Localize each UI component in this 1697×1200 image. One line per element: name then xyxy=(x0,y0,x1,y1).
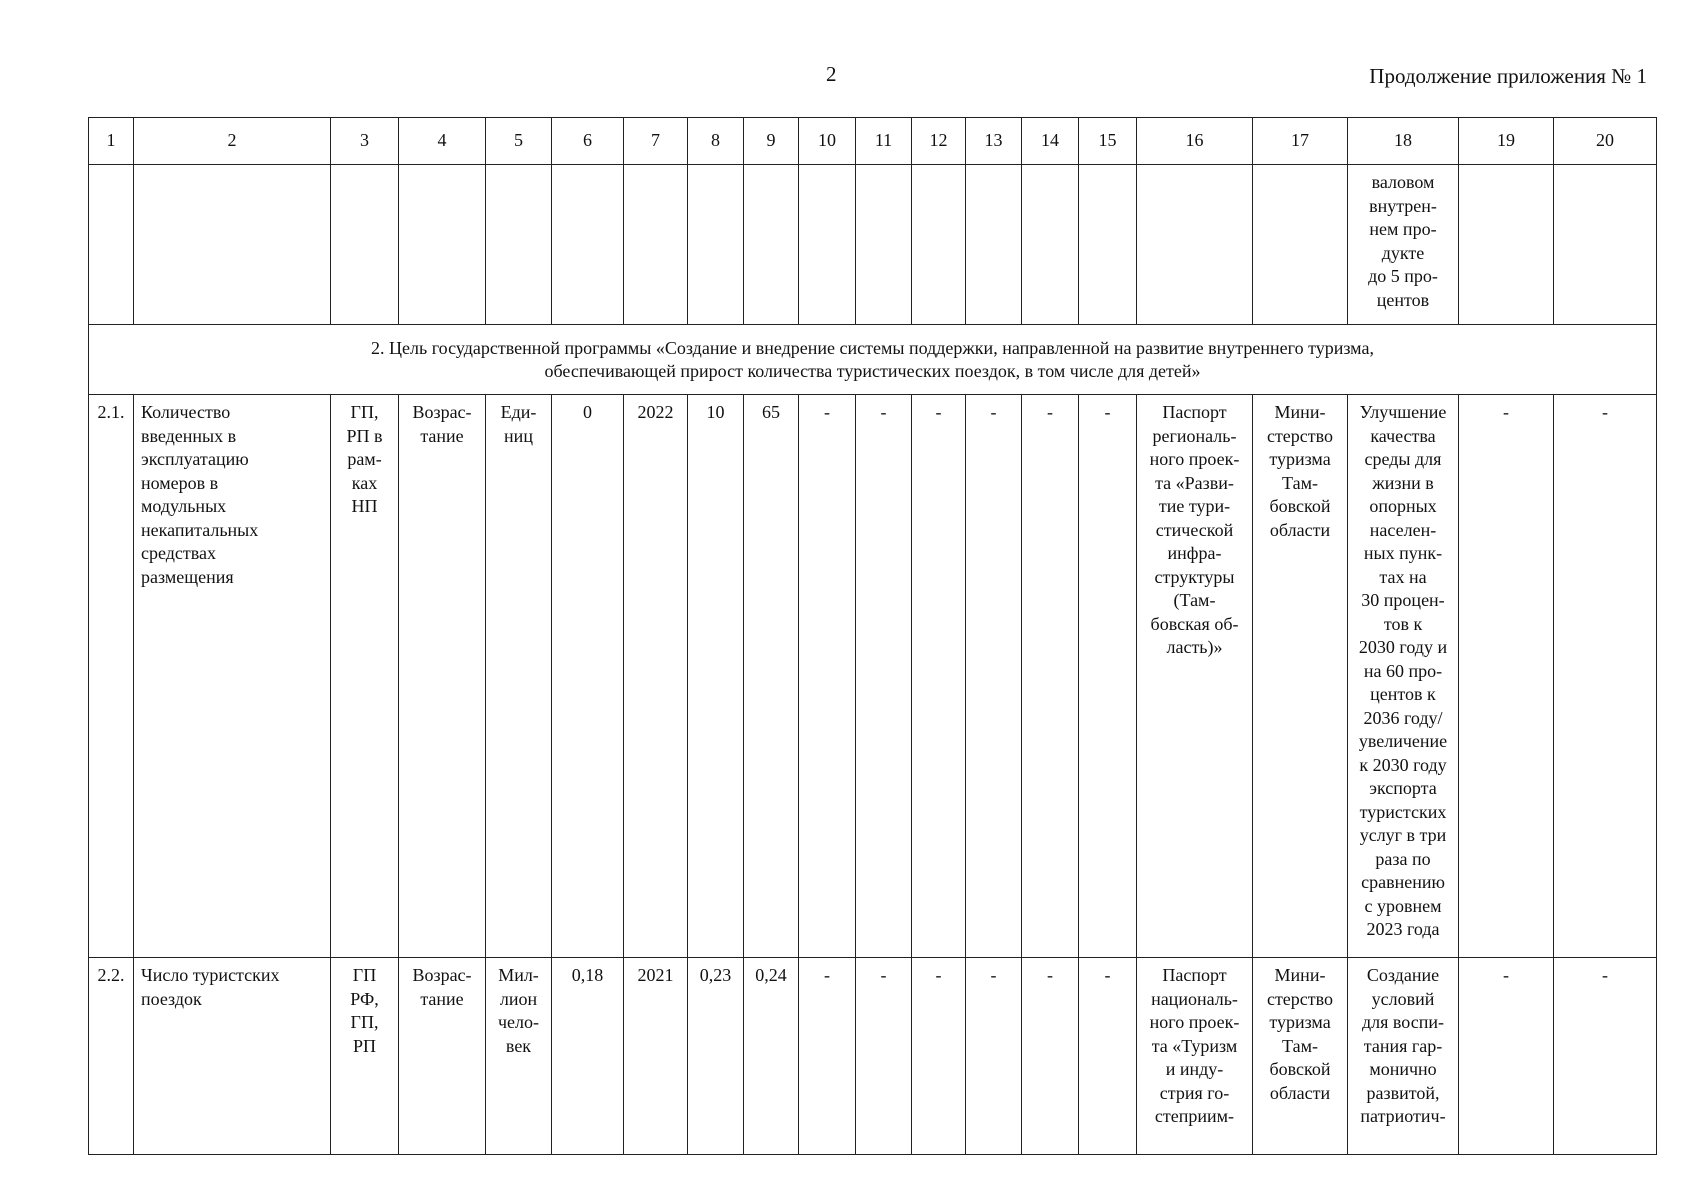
column-header: 14 xyxy=(1022,118,1079,165)
table-cell: ГП РФ, ГП, РП xyxy=(331,958,399,1155)
table-cell: ГП, РП в рам- ках НП xyxy=(331,395,399,958)
carry-over-row xyxy=(89,165,1657,325)
table-cell xyxy=(856,165,912,325)
table-cell: Возрас- тание xyxy=(399,958,486,1155)
column-header: 4 xyxy=(399,118,486,165)
table-cell: Паспорт региональ- ного проек- та «Разви- тие тури- стической инфра- структуры (Там- бовская об- ласть)» xyxy=(1137,395,1253,958)
indicator-name: Количество введенных в эксплуатацию номеров в модульных некапитальных средствах размещения xyxy=(134,395,331,958)
table-cell: - xyxy=(856,395,912,958)
table-cell: валовом внутрен- нем про- дукте до 5 про- центов xyxy=(1348,165,1459,325)
table-cell: - xyxy=(1459,395,1554,958)
table-cell xyxy=(1022,165,1079,325)
table-cell: - xyxy=(966,958,1022,1155)
column-header: 10 xyxy=(799,118,856,165)
table-cell: 0,18 xyxy=(552,958,624,1155)
column-header: 20 xyxy=(1554,118,1657,165)
table-cell xyxy=(966,165,1022,325)
table-cell: 65 xyxy=(744,395,799,958)
column-header: 7 xyxy=(624,118,688,165)
table-cell xyxy=(1459,165,1554,325)
table-cell xyxy=(552,165,624,325)
column-header: 5 xyxy=(486,118,552,165)
table-cell: Мил- лион чело- век xyxy=(486,958,552,1155)
table-cell xyxy=(624,165,688,325)
table-cell: - xyxy=(1554,958,1657,1155)
indicator-name: Число туристских поездок xyxy=(134,958,331,1155)
table-cell: 0,23 xyxy=(688,958,744,1155)
table-cell: - xyxy=(1459,958,1554,1155)
table-cell: - xyxy=(799,395,856,958)
table-cell: - xyxy=(912,395,966,958)
column-header: 17 xyxy=(1253,118,1348,165)
column-header: 1 xyxy=(89,118,134,165)
table-cell: 2021 xyxy=(624,958,688,1155)
table-cell: - xyxy=(1022,958,1079,1155)
table-cell: - xyxy=(1079,395,1137,958)
table-cell xyxy=(331,165,399,325)
table-cell xyxy=(744,165,799,325)
table-cell: Еди- ниц xyxy=(486,395,552,958)
table-cell xyxy=(486,165,552,325)
data-table xyxy=(88,117,1657,1155)
column-header: 8 xyxy=(688,118,744,165)
table-cell: Создание условий для воспи- тания гар- монично развитой, патриотич- xyxy=(1348,958,1459,1155)
table-cell xyxy=(89,165,134,325)
table-cell xyxy=(1137,165,1253,325)
row-number: 2.2. xyxy=(89,958,134,1155)
table-cell xyxy=(1079,165,1137,325)
table-cell xyxy=(688,165,744,325)
table-cell: 2022 xyxy=(624,395,688,958)
table-cell: - xyxy=(1554,395,1657,958)
section-title: 2. Цель государственной программы «Создание и внедрение системы поддержки, направленной на развитие внутреннего туризма, обеспечивающей прирост количества туристических поездок, в том числе для детей» xyxy=(89,325,1657,395)
table-cell xyxy=(912,165,966,325)
page-number: 2 xyxy=(826,62,837,86)
table-cell: - xyxy=(856,958,912,1155)
column-header: 6 xyxy=(552,118,624,165)
table-cell xyxy=(399,165,486,325)
table-cell: - xyxy=(1079,958,1137,1155)
table-cell: Мини- стерство туризма Там- бовской области xyxy=(1253,395,1348,958)
table-row xyxy=(89,958,1657,1155)
table-row xyxy=(89,395,1657,958)
table-cell xyxy=(799,165,856,325)
column-number-row xyxy=(89,118,1657,165)
table-cell: Возрас- тание xyxy=(399,395,486,958)
column-header: 2 xyxy=(134,118,331,165)
table-cell: 0 xyxy=(552,395,624,958)
table-cell: 10 xyxy=(688,395,744,958)
table-cell: - xyxy=(1022,395,1079,958)
column-header: 18 xyxy=(1348,118,1459,165)
column-header: 16 xyxy=(1137,118,1253,165)
table-cell: Паспорт националь- ного проек- та «Туризм и инду- стрия го- степриим- xyxy=(1137,958,1253,1155)
column-header: 11 xyxy=(856,118,912,165)
table-cell xyxy=(134,165,331,325)
table-cell xyxy=(1554,165,1657,325)
row-number: 2.1. xyxy=(89,395,134,958)
section-row xyxy=(89,325,1657,395)
column-header: 12 xyxy=(912,118,966,165)
appendix-continuation-caption: Продолжение приложения № 1 xyxy=(1369,64,1647,88)
column-header: 3 xyxy=(331,118,399,165)
table-cell xyxy=(1253,165,1348,325)
column-header: 19 xyxy=(1459,118,1554,165)
column-header: 9 xyxy=(744,118,799,165)
table-cell: - xyxy=(966,395,1022,958)
table-cell: - xyxy=(912,958,966,1155)
table-cell: Мини- стерство туризма Там- бовской области xyxy=(1253,958,1348,1155)
column-header: 13 xyxy=(966,118,1022,165)
table-cell: Улучшение качества среды для жизни в опорных населен- ных пунк- тах на 30 процен- тов к 2030 году и на 60 про- центов к 2036 году/ увеличение к 2030 году экспорта туристских услуг в три раза по сравнению с уровнем 2023 года xyxy=(1348,395,1459,958)
column-header: 15 xyxy=(1079,118,1137,165)
table-cell: - xyxy=(799,958,856,1155)
table-cell: 0,24 xyxy=(744,958,799,1155)
